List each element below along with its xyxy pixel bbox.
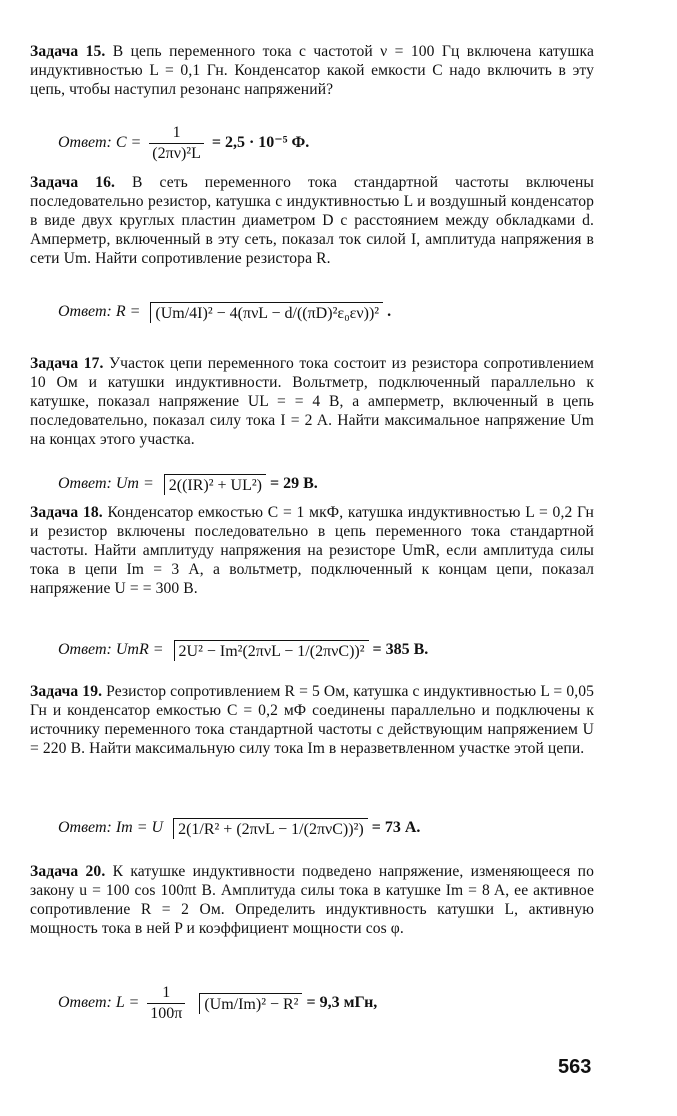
answer-lhs: L = xyxy=(115,994,140,1012)
answer-lhs: UmR = xyxy=(115,641,164,659)
fraction xyxy=(149,124,204,163)
answer-label: Ответ: xyxy=(58,134,112,152)
square-root: 2U² − Im²(2πνL − 1/(2πνC))² xyxy=(174,640,369,661)
problem-label: Задача 18. xyxy=(30,504,103,521)
answer-label: Ответ: xyxy=(58,475,112,493)
problem-20 xyxy=(30,862,594,938)
answer-label: Ответ: xyxy=(58,303,112,321)
answer-19 xyxy=(58,818,420,839)
answer-15 xyxy=(58,124,309,163)
answer-value: = 385 В. xyxy=(372,641,429,659)
answer-value: . xyxy=(387,303,392,321)
page-number: 563 xyxy=(558,1056,592,1078)
fraction-numerator: 1 xyxy=(147,984,185,1004)
problem-label: Задача 19. xyxy=(30,683,103,700)
fraction-denominator: 100π xyxy=(150,1005,183,1022)
answer-lhs: Um = xyxy=(115,475,154,493)
problem-text: Резистор сопротивлением R = 5 Ом, катушка с индуктивностью L = 0,05 Гн и конденсатор емкостью C = 0,2 мФ соединены параллельно и подключены к источнику переменного тока стандартной частоты с действующим напряжением U = 220 В. Найти максимальную силу тока Im в неразветвленном участке этой цепи. xyxy=(30,683,595,757)
problem-18 xyxy=(30,503,594,598)
answer-lhs: R = xyxy=(115,303,141,321)
square-root: (Um/Im)² − R² xyxy=(199,993,302,1014)
fraction-denominator: (2πν)²L xyxy=(152,145,201,162)
problem-16 xyxy=(30,173,594,268)
answer-value: = 9,3 мГн, xyxy=(306,994,378,1012)
problem-label: Задача 16. xyxy=(30,174,116,191)
problem-text: В сеть переменного тока стандартной частоты включены последовательно резистор, катушка с индуктивностью L и воздушный конденсатор в виде двух круглых пластин диаметром D с расстоянием между обкладками d. Амперметр, включенный в эту сеть, показал ток силой I, амплитуда напряжения в сети Um. Найти сопротивление резистора R. xyxy=(30,174,594,267)
square-root: 2(1/R² + (2πνL − 1/(2πνC))²) xyxy=(173,818,368,839)
problem-label: Задача 15. xyxy=(30,43,106,60)
answer-value: = 2,5 · 10⁻⁵ Ф. xyxy=(211,134,310,152)
answer-value: = 73 А. xyxy=(371,819,421,837)
problem-19 xyxy=(30,682,594,758)
problem-text: Конденсатор емкостью C = 1 мкФ, катушка индуктивностью L = 0,2 Гн и резистор включены последовательно в цепь переменного тока стандартной частоты. Найти амплитуду напряжения на резисторе UmR, если амплитуда силы тока в цепи Im = 3 А, а вольтметр, подключенный к концам цепи, показал напряжение U = = 300 В. xyxy=(30,504,594,597)
square-root: 2((IR)² + UL²) xyxy=(164,474,266,495)
problem-text: В цепь переменного тока с частотой ν = 100 Гц включена катушка индуктивностью L = 0,1 Гн. Конденсатор какой емкости C надо включить в эту цепь, чтобы наступил резонанс напряжений? xyxy=(30,43,594,98)
square-root: (Um/4I)² − 4(πνL − d/((πD)²ε₀εν))² xyxy=(150,302,383,323)
answer-18 xyxy=(58,640,428,661)
answer-16 xyxy=(58,302,391,323)
answer-label: Ответ: xyxy=(58,819,112,837)
answer-20 xyxy=(58,984,377,1023)
answer-label: Ответ: xyxy=(58,641,112,659)
problem-label: Задача 20. xyxy=(30,863,106,880)
answer-label: Ответ: xyxy=(58,994,112,1012)
answer-lhs: C = xyxy=(115,134,142,152)
fraction xyxy=(147,984,185,1023)
problem-text: Участок цепи переменного тока состоит из резистора сопротивлением 10 Ом и катушки индуктивности. Вольтметр, подключенный параллельно к катушке, показал напряжение UL = = 4 В, а амперметр, включенный в цепь последовательно, показал силу тока I = 2 A. Найти максимальное напряжение Um на концах этого участка. xyxy=(30,355,594,448)
problem-text: К катушке индуктивности подведено напряжение, изменяющееся по закону u = 100 cos 100πt B. Амплитуда силы тока в катушке Im = 8 A, ее активное сопротивление R = 2 Ом. Определить индуктивность катушки L, активную мощность тока в ней P и коэффициент мощности cos φ. xyxy=(30,863,595,937)
problem-17 xyxy=(30,354,594,449)
answer-lhs: Im = U xyxy=(115,819,164,837)
answer-17 xyxy=(58,474,318,495)
answer-value: = 29 В. xyxy=(270,475,318,493)
fraction-numerator: 1 xyxy=(149,124,204,144)
problem-label: Задача 17. xyxy=(30,355,104,372)
problem-15 xyxy=(30,42,594,99)
